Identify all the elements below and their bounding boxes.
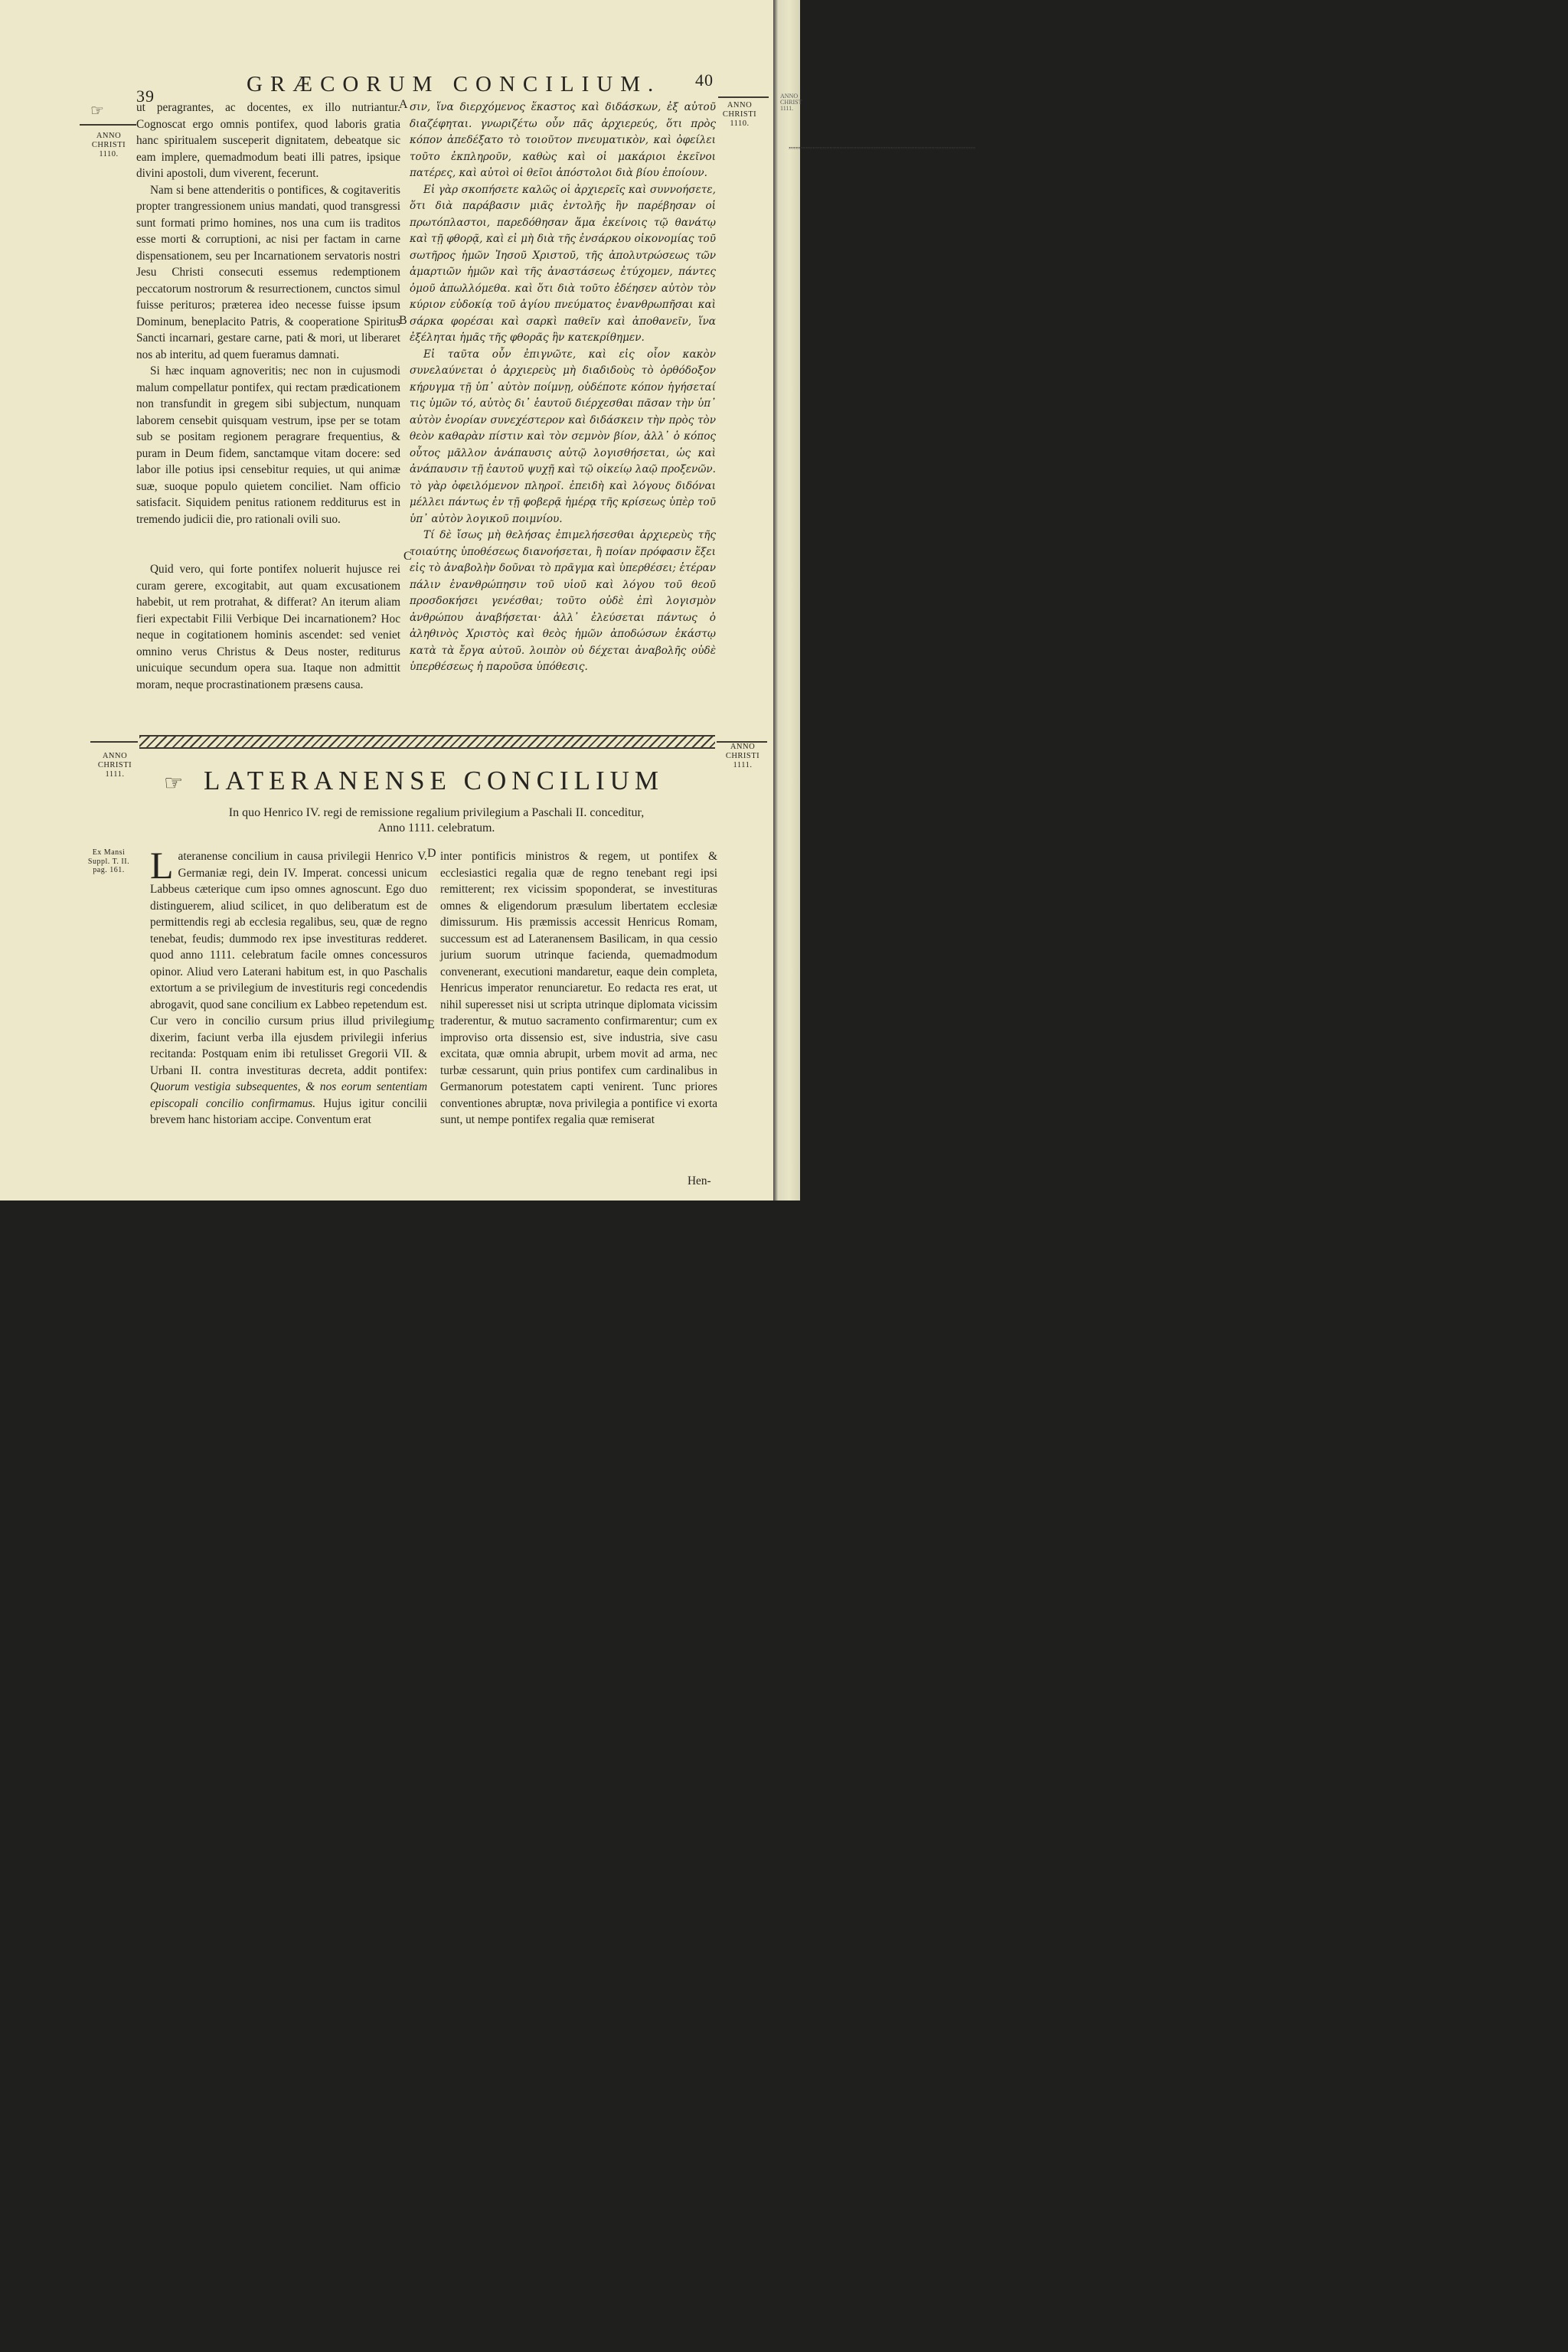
greek-paragraph: Τί δὲ ἴσως μὴ θελήσας ἐπιμελήσεσθαι ἀρχιερεὺς τῆς τοιαύτης ὑποθέσεως διανοήσεται, ἢ ποίαν πρόφασιν ἕξει εἰς τὸ ἀναβολὴν δοῦναι τὸ πρᾶγμα καὶ ὑπερθέσει; ἑτέραν πάλιν ἐνανθρώπησιν τοῦ υἱοῦ καὶ λόγου τοῦ θεοῦ προσδοκήσει γενέσθαι; τοῦτο οὐδὲ ἐπὶ λογισμὸν ἀνθρώπου ἀναβήσεται· ἀλλ᾽ ἐλεύσεται πάντως ὁ ἀληθινὸς Χριστὸς καὶ θεὸς ἡμῶν ἀποδώσων ἑκάστῳ κατὰ τὰ ἔργα αὐτοῦ. λοιπὸν οὐ δέχεται ἀναβολῆς οὐδὲ ὑπερθέσεως ἡ παροῦσα ὑπόθεσις. [410,529,716,673]
edge-quote-marks: ””””””””””””””””””””””””””””””””””””””””””””””””””””””” [789,146,976,155]
margin-rule-left [80,124,136,126]
catchword: Hen- [688,1174,711,1187]
body-text: Hujus igitur concilii brevem hanc historiam accipe. Conventum erat [150,1096,428,1126]
latin-paragraph: Si hæc inquam agnoveritis; nec non in cujusmodi malum compellatur pontifex, qui rectam prædicationem non transfundit in gregem sibi subjectum, nunquam laborem censebit quisquam vestrum, ipse per se totam sub se positam regionem peragrare frequentius, & puram in Deum fidem, sanctamque vitam docere: sed labor ille potius ipsi censebitur requies, ut qui animæ suæ, suoque populo quietem conciliet. Nam officio satisfacit. Siquidem penitus rationem redditurus est in tremendo judicii die, pro rationali ovili suo. [136,364,400,526]
quoted-text: Quorum vestigia subsequentes, & nos eorum sententiam episcopali concilio confirmamus. [150,1080,427,1110]
next-page-edge [773,0,976,1200]
source-note [83,848,135,875]
section-letter-c: C [403,550,412,563]
edge-christi: CHRIST [780,99,802,106]
section-title: LATERANENSE CONCILIUM [204,766,665,795]
margin-year: 1111. [105,770,125,779]
section-letter-e: E [427,1018,435,1031]
edge-year: 1111. [780,105,794,112]
edge-anno: ANNO [780,93,799,100]
source-line: pag. 161. [93,866,125,874]
running-title: GRÆCORUM CONCILIUM. [247,72,662,96]
margin-note-anno-lower-left [92,752,138,779]
latin-column-lower-right [440,848,717,1129]
greek-paragraph: Εἰ γὰρ σκοπήσετε καλῶς οἱ ἀρχιερεῖς καὶ συννοήσετε, ὅτι διὰ παράβασιν μιᾶς ἐντολῆς ἣν παρέβησαν οἱ πρωτόπλαστοι, παρεδόθησαν ἅμα ἐκείνοις τῷ θανάτῳ καὶ τῇ φθορᾷ, καὶ εἰ μὴ διὰ τῆς ἐνσάρκου οἰκονομίας τοῦ σωτῆρος ἡμῶν Ἰησοῦ Χριστοῦ, τῆς ἀπολυτρώσεως τῶν ἁμαρτιῶν ἡμῶν καὶ τῆς ἀναστάσεως ἐτύχομεν, πάντες ὁμοῦ ἀπωλλόμεθα. καὶ ὅτι διὰ τοῦτο ἐδέησεν αὐτὸν τὸν κύριον εὐδοκίᾳ τοῦ ἁγίου πνεύματος ἐνανθρωπῆσαι καὶ σάρκα φορέσαι καὶ σαρκὶ παθεῖν καὶ ἀποθανεῖν, ἵνα ἐξέληται ἡμᾶς τῆς φθορᾶς ἣν κατεκρίθημεν. [410,183,716,344]
section-letter-a: A [399,98,408,111]
ornamental-rule [139,735,715,749]
margin-year: 1110. [730,119,750,129]
margin-rule-right [718,96,769,98]
margin-note-anno-left [86,132,132,159]
margin-note-anno-lower-right [720,743,766,770]
source-line: Ex Mansi [92,848,126,857]
greek-paragraph: Εἰ ταῦτα οὖν ἐπιγνῶτε, καὶ εἰς οἷον κακὸν συνελαύνεται ὁ ἀρχιερεὺς μὴ διαδιδοὺς τὸ ὀρθόδοξον κήρυγμα τῇ ὑπ᾽ αὐτὸν ποίμνῃ, οὐδέποτε κόπον ἡγήσεταί τις ὑμῶν τό, αὐτὸς δι᾽ ἑαυτοῦ διέρχεσθαι πᾶσαν τὴν ὑπ᾽ αὐτὸν ἐνορίαν συνεχέστερον καὶ διδάσκειν τὴν πρὸς τὸν θεὸν καθαρὰν πίστιν καὶ τὸν σεμνὸν βίον, ἀλλ᾽ ὁ κόπος οὗτος μᾶλλον ἀνάπαυσις αὐτῷ λογισθήσεται, ὡς καὶ ἀνάπαυσιν τῇ ἑαυτοῦ ψυχῇ καὶ τῷ οἰκείῳ λαῷ προξενῶν. τὸ γὰρ ὀφειλόμενον πληροῖ. ἐπειδὴ καὶ λόγους διδόναι μέλλει πάντως ἐν τῇ φοβερᾷ ἡμέρᾳ τῆς κρίσεως ὑπὲρ τοῦ ὑπ᾽ αὐτὸν λογικοῦ ποιμνίου. [410,348,716,525]
latin-paragraph: Quid vero, qui forte pontifex noluerit hujusce rei curam gerere, excogitabit, aut quam excusationem habebit, ut rem protrahat, & differat? An iterum aliam fieri expectabit Filii Verbique Dei incarnationem? Hoc neque in cogitationem hominis ascendet: sed veniet omnino verus Christus & Deus noster, rediturus unicuique secundum opera sua. Itaque non admittit moram, neque procrastinationem præsens causa. [136,563,400,691]
pointing-hand-icon: ☞ [164,772,184,795]
pointing-hand-icon: ☞ [90,103,104,119]
margin-anno: ANNO [730,743,756,751]
subtitle-line: Anno 1111. celebratum. [377,822,495,835]
margin-year: 1110. [99,150,119,159]
margin-anno: ANNO [96,132,122,140]
subtitle-line: In quo Henrico IV. regi de remissione regalium privilegium a Paschali II. conceditur, [228,806,645,819]
page-number-left: 39 [136,87,155,106]
latin-column-upper [136,100,400,693]
page-number-right: 40 [695,70,714,90]
edge-margin-note [780,93,802,112]
body-text: ateranense concilium in causa privilegii Henrico V. Germaniæ regi, dein IV. Imperat. concessi unicum Labbeus cæterique cum ipso omnes agnoscunt. Ego duo distinguerem, aliud scilicet, in quo deliberatum est de permittendis regi ab ecclesia regalibus, seu, quæ de regno tenebat, feudis; dummodo rex ipse investituras redderet. quod anno 1111. celebratum facile omnes concessuros opinor. Aliud vero Laterani habitum est, in quo Paschalis extortum a se privilegium de investituris regi concedendis abrogavit, quod sane concilium ex Labbeo repetendum est. Cur vero in concilio cursum prius illud privilegium dixerim, faciunt verba illa ejusdem privilegii inferius recitanda: Postquam enim ibi retulisset Gregorii VII. & Urbani II. contra investituras decreta, addit pontifex: [150,850,427,1077]
source-line: Suppl. T. II. [87,857,130,866]
section-letter-d: D [427,847,436,860]
greek-paragraph: σιν, ἵνα διερχόμενος ἕκαστος καὶ διδάσκων, ἐξ αὐτοῦ διαζέφηται. γνωριζέτω οὖν πᾶς ἀρχιερεύς, ὅτι πρὸς κόπον ἀπεδέξατο τὸ τοιοῦτον πνευματικὸν, καὶ ὀφείλει τοῦτο ἐκπληροῦν, καθὼς καὶ οἱ μακάριοι ἐκεῖνοι πατέρες, καὶ αὐτοὶ οἱ θεῖοι ἀπόστολοι διὰ βίου ἐποίουν. [410,101,716,179]
margin-christi: CHRISTI [91,141,126,150]
drop-cap: L [150,844,174,887]
greek-column-upper [410,100,716,676]
margin-note-anno-right [717,101,763,129]
latin-paragraph: Nam si bene attenderitis o pontifices, & cogitaveritis propter trangressionem unius mandati, quod transgressi sunt formati primo homines, nos una cum iis traditos esse morti & corruptioni, ac nisi per factam in carne dispensationem, seu per Incarnationem servatoris nostri Jesu Christi consecuti essemus redemptionem peccatorum nostrorum & resurrectionem, cunctos simul fuisse perituros; præterea ideo necesse fuisse ipsum Dominum, beneplacito Patris, & cooperatione Spiritus Sancti incarnari, gestare carne, pati & mori, ut liberaret nos ab interitu, ad quem fueramus damnati. [136,183,400,361]
margin-anno: ANNO [102,752,128,760]
margin-christi: CHRISTI [97,761,132,770]
latin-paragraph: ut peragrantes, ac docentes, ex illo nutriantur. Cognoscat ergo omnis pontifex, quod laboris gratia hanc spiritualem susceperit dignitatem, debeatque sic eam implere, quemadmodum beati illi patres, ipsique divini apostoli, dum viverent, fecerunt. [136,101,400,180]
section-letter-b: B [399,314,407,327]
margin-christi: CHRISTI [722,110,757,119]
section-subtitle [153,805,720,836]
book-page [0,0,773,1200]
latin-column-lower-left [150,844,428,1129]
ornament-side-left [90,741,138,743]
margin-year: 1111. [733,761,753,770]
margin-christi: CHRISTI [725,752,760,761]
body-text: inter pontificis ministros & regem, ut pontifex & ecclesiastici regalia quæ de regno tenebant regi ipsi remitterent; rex vicissim spoponderat, se investituras omnes & eligendorum præsulum libertatem ecclesiæ dimissurum. His præmissis accessit Henricus Romam, successum est ad Lateranensem Basilicam, in qua cessio jurium suorum utrinque facienda, quemadmodum convenerant, executioni mandaretur, eaque dein completa, Henricus imperator renunciaretur. Eo redacta res erat, ut nihil superesset nisi ut scripta utrinque diplomata vicissim traderentur, & mutuo sacramento confirmarentur; cum ex improviso orta dissensio est, sive industria, sive casu excitata, quæ omnia abrupit, urbem movit ad arma, nec turbæ cessarunt, quin prius pontifex cum cardinalibus in Germanorum potestatem capti venirent. Tunc priores conventiones abruptæ, nova privilegia a pontifice vi exorta sunt, ut nempe pontifex regalia quæ remiserat [440,850,717,1126]
margin-anno: ANNO [727,101,753,109]
